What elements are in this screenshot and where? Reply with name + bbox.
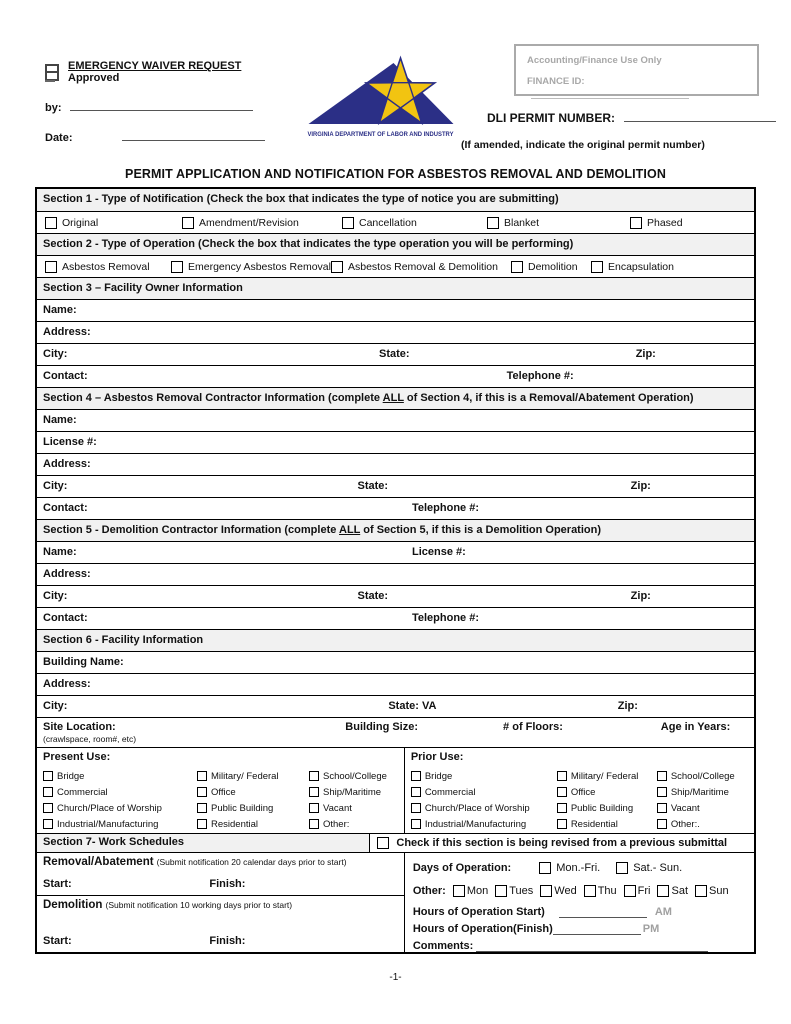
checkbox-revised-submittal[interactable] [377,837,389,849]
checkbox-icon[interactable] [411,787,421,797]
checkbox-icon[interactable] [309,803,319,813]
section4-header: Section 4 – Asbestos Removal Contractor Information (complete ALL of Section 4, if this is a Removal/Abatement Operation) [37,387,754,409]
demolition-start-label: Start: [43,935,72,947]
checkbox-icon[interactable] [171,261,183,273]
checkbox-sun[interactable] [695,885,707,897]
prior-use-ship[interactable]: Ship/Maritime [657,784,735,800]
waiver-checkbox-underline [45,80,55,82]
checkbox-icon[interactable] [511,261,523,273]
checkbox-asbestos-removal-demolition[interactable]: Asbestos Removal & Demolition [331,261,511,273]
checkbox-icon[interactable] [197,819,207,829]
prior-use-commercial[interactable]: Commercial [411,784,530,800]
finance-id-label: FINANCE ID: [527,76,585,87]
section3-header: Section 3 – Facility Owner Information [37,277,754,299]
emergency-waiver-label: EMERGENCY WAIVER REQUEST [68,60,242,72]
section7-header: Section 7- Work Schedules [37,834,370,852]
checkbox-icon[interactable] [657,803,667,813]
section2-options-row [37,255,754,277]
section6-header: Section 6 - Facility Information [37,629,754,651]
section7-header-row [37,833,754,852]
present-use-ship[interactable]: Ship/Maritime [309,784,387,800]
approved-by-field[interactable] [70,99,253,111]
checkbox-icon[interactable] [43,819,53,829]
removal-contractor-address-field[interactable]: Address: [37,453,754,475]
comments-field[interactable] [476,940,708,952]
checkbox-icon[interactable] [487,217,499,229]
present-use-public-building[interactable]: Public Building [197,800,279,816]
checkbox-icon[interactable] [309,787,319,797]
prior-use-military[interactable]: Military/ Federal [557,768,639,784]
checkbox-icon[interactable] [557,803,567,813]
section1-options-row [37,211,754,233]
checkbox-original[interactable]: Original [45,217,182,229]
site-location-row[interactable]: Site Location: (crawlspace, room#, etc) Building Size: # of Floors: Age in Years: [37,717,754,747]
work-schedules-row [37,852,754,952]
checkbox-phased[interactable]: Phased [630,217,683,229]
pm-suffix: PM [642,922,660,935]
checkbox-icon[interactable] [309,771,319,781]
prior-use-vacant[interactable]: Vacant [657,800,735,816]
prior-use-school[interactable]: School/College [657,768,735,784]
prior-use-industrial[interactable]: Industrial/Manufacturing [411,816,530,832]
checkbox-icon[interactable] [657,787,667,797]
checkbox-emergency-asbestos-removal[interactable]: Emergency Asbestos Removal [171,261,331,273]
section5-header: Section 5 - Demolition Contractor Information (complete ALL of Section 5, if this is a Demolition Operation) [37,519,754,541]
checkbox-encapsulation[interactable]: Encapsulation [591,261,674,273]
present-use-vacant[interactable]: Vacant [309,800,387,816]
checkbox-tues[interactable] [495,885,507,897]
page-number: -1- [389,972,402,983]
approved-date-label: Date: [45,132,73,144]
dli-permit-number-field[interactable] [624,110,776,122]
hours-finish-field[interactable] [553,923,641,935]
present-use-church[interactable]: Church/Place of Worship [43,800,162,816]
demolition-contractor-city-state-zip-row[interactable]: City: State: Zip: [37,585,754,607]
approved-by-label: by: [45,102,62,114]
facility-address-field[interactable]: Address: [37,673,754,695]
removal-finish-label: Finish: [209,878,246,890]
facility-owner-name-field[interactable]: Name: [37,299,754,321]
section2-header: Section 2 - Type of Operation (Check the box that indicates the type operation you will be performing) [37,233,754,255]
demolition-finish-label: Finish: [209,935,246,947]
schedule-left-panel [37,853,405,952]
removal-start-label: Start: [43,878,72,890]
checkbox-icon[interactable] [557,819,567,829]
approved-label: Approved [68,72,120,84]
checkbox-icon[interactable] [197,803,207,813]
removal-contractor-license-field[interactable]: License #: [37,431,754,453]
checkbox-amendment-revision[interactable]: Amendment/Revision [182,217,342,229]
prior-use-panel: Prior Use: Bridge Commercial Church/Place of Worship Industrial/Manufacturing Military/ Federal Office Public Building Residential School/College Ship/Maritime Vacant Other:. [405,748,754,833]
checkbox-icon[interactable] [43,803,53,813]
state-value: VA [421,700,437,712]
checkbox-icon[interactable] [557,787,567,797]
present-use-school[interactable]: School/College [309,768,387,784]
checkbox-icon[interactable] [43,771,53,781]
removal-contractor-contact-row[interactable]: Contact: Telephone #: [37,497,754,519]
checkbox-icon[interactable] [309,819,319,829]
checkbox-icon[interactable] [331,261,343,273]
facility-owner-city-state-zip-row[interactable]: City: State: Zip: [37,343,754,365]
checkbox-sat[interactable] [657,885,669,897]
demolition-contractor-name-license-row[interactable]: Name: License #: [37,541,754,563]
checkbox-icon[interactable] [197,771,207,781]
present-use-commercial[interactable]: Commercial [43,784,162,800]
checkbox-icon[interactable] [630,217,642,229]
prior-use-public-building[interactable]: Public Building [557,800,639,816]
emergency-waiver-checkbox[interactable] [45,64,59,81]
checkbox-icon[interactable] [411,803,421,813]
present-use-panel: Present Use: Bridge Commercial Church/Place of Worship Industrial/Manufacturing Military/ Federal Office Public Building Residential School/College Ship/Maritime Vacant Other: [37,748,405,833]
checkbox-fri[interactable] [624,885,636,897]
present-use-residential[interactable]: Residential [197,816,279,832]
prior-use-bridge[interactable]: Bridge [411,768,530,784]
facility-owner-address-field[interactable]: Address: [37,321,754,343]
prior-use-office[interactable]: Office [557,784,639,800]
comments-label: Comments: [412,940,474,952]
prior-use-residential[interactable]: Residential [557,816,639,832]
building-name-field[interactable]: Building Name: [37,651,754,673]
hours-start-field[interactable] [559,906,647,918]
demolition-schedule[interactable]: Demolition (Submit notification 10 working days prior to start) Start: Finish: [43,899,293,947]
checkbox-blanket[interactable]: Blanket [487,217,630,229]
dli-permit-number-label: DLI PERMIT NUMBER: [487,111,615,125]
prior-use-church[interactable]: Church/Place of Worship [411,800,530,816]
removal-abatement-schedule[interactable]: Removal/Abatement (Submit notification 20 calendar days prior to start) Start: Finish: [37,853,404,896]
approved-date-field[interactable] [122,129,265,141]
revision-note: Check if this section is being revised from a previous submittal [396,837,728,849]
section1-header: Section 1 - Type of Notification (Check the box that indicates the type of notice you are submitting) [37,189,754,211]
use-row [37,747,754,833]
checkbox-thu[interactable] [584,885,596,897]
checkbox-icon[interactable] [591,261,603,273]
emergency-waiver-block [45,60,285,144]
checkbox-icon[interactable] [411,771,421,781]
facility-city-state-zip-row[interactable]: City: State: VA Zip: [37,695,754,717]
checkbox-icon[interactable] [197,787,207,797]
amended-permit-note: (If amended, indicate the original permit number) [461,139,705,151]
checkbox-icon[interactable] [45,261,57,273]
am-suffix: AM [654,905,672,918]
hours-finish-label: Hours of Operation(Finish) [412,922,553,935]
checkbox-wed[interactable] [540,885,552,897]
checkbox-demolition[interactable]: Demolition [511,261,591,273]
logo-caption: VIRGINIA DEPARTMENT OF LABOR AND INDUSTRY [307,132,454,138]
days-of-operation-label: Days of Operation: [412,862,512,874]
checkbox-asbestos-removal[interactable]: Asbestos Removal [45,261,171,273]
prior-use-other[interactable]: Other:. [657,816,735,832]
present-use-industrial[interactable]: Industrial/Manufacturing [43,816,162,832]
checkbox-icon[interactable] [557,771,567,781]
checkbox-icon[interactable] [182,217,194,229]
checkbox-mon[interactable] [453,885,465,897]
page-title: PERMIT APPLICATION AND NOTIFICATION FOR ASBESTOS REMOVAL AND DEMOLITION [125,167,666,181]
vdli-logo-graphic [303,50,458,142]
checkbox-icon[interactable] [43,787,53,797]
removal-contractor-city-state-zip-row[interactable]: City: State: Zip: [37,475,754,497]
checkbox-icon[interactable] [45,217,57,229]
present-use-other[interactable]: Other: [309,816,387,832]
checkbox-sat-sun[interactable] [616,862,628,874]
hours-start-label: Hours of Operation Start) [412,905,545,918]
finance-use-box [514,44,759,96]
checkbox-cancellation[interactable]: Cancellation [342,217,487,229]
checkbox-icon[interactable] [657,819,667,829]
checkbox-icon[interactable] [657,771,667,781]
finance-id-field[interactable] [531,87,689,99]
demolition-contractor-address-field[interactable]: Address: [37,563,754,585]
permit-form-table [35,187,756,954]
demolition-contractor-contact-row[interactable]: Contact: Telephone #: [37,607,754,629]
other-days-label: Other: [412,885,446,897]
vdli-logo [303,50,458,147]
present-use-bridge[interactable]: Bridge [43,768,162,784]
present-use-office[interactable]: Office [197,784,279,800]
removal-contractor-name-field[interactable]: Name: [37,409,754,431]
checkbox-icon[interactable] [411,819,421,829]
present-use-military[interactable]: Military/ Federal [197,768,279,784]
checkbox-mon-fri[interactable] [539,862,551,874]
schedule-right-panel: Days of Operation: Mon.-Fri. Sat.- Sun. Other: Mon Tues Wed Thu Fri Sat Sun Hours of Operation Start) AM Hours of Operation(Finish) PM Comments: [412,862,729,952]
finance-box-title: Accounting/Finance Use Only [527,55,662,66]
checkbox-icon[interactable] [342,217,354,229]
facility-owner-contact-row[interactable]: Contact: Telephone #: [37,365,754,387]
